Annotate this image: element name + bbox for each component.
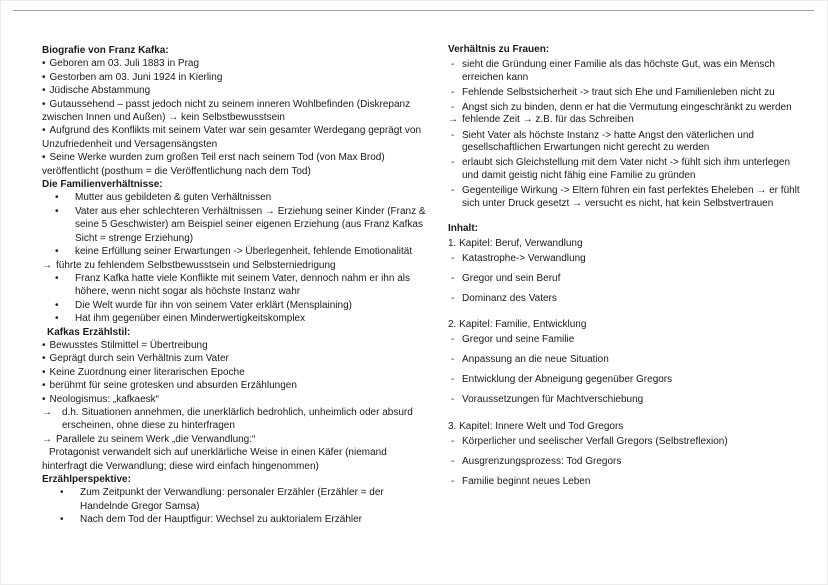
list-item [42,513,428,526]
list-item [42,366,428,379]
dash-marker: - [451,374,455,386]
list-item [42,486,428,513]
item-text: Entwicklung der Abneigung gegenüber Gregors [462,374,673,386]
section-heading: Inhalt: [448,222,478,234]
item-text: Geprägt durch sein Verhältnis zum Vater [49,353,229,365]
item-text: Vater aus eher schlechteren Verhältnissen → Erziehung seiner Kinder (Franz & seine 5 Geschwister) am Beispiel seiner eigenen Erziehung (aus Franz Kafkas Sicht = strenge Erziehung) [75,205,426,244]
list-item [42,84,428,97]
list-item [42,379,428,392]
list-item [42,433,428,446]
list-item [42,151,428,178]
item-text: Aufgrund des Konflikts mit seinem Vater war sein gesamter Werdegang geprägt von Unzufriedenheit und Versagensängsten [42,125,422,150]
bullet-marker: • [42,125,46,137]
dash-marker: - [451,157,455,169]
dash-marker: - [451,435,455,447]
list-item [42,205,428,245]
bullet-marker: • [60,514,64,526]
item-text: Anpassung an die neue Situation [462,354,609,366]
dash-marker: - [451,86,455,98]
paragraph: 2. Kapitel: Familie, Entwicklung [448,319,587,331]
dash-marker: - [451,354,455,366]
list-item [448,102,806,115]
list-item [448,436,806,449]
list-item [448,334,806,347]
item-text: erlaubt sich Gleichstellung mit dem Vater nicht -> fühlt sich ihm unterlegen und damit geistig nicht fähig eine Familie zu gründen [462,157,791,181]
item-text: Die Welt wurde für ihn von seinem Vater erklärt (Mensplaining) [75,299,352,311]
bullet-marker: • [42,353,46,365]
item-text: Nach dem Tod der Hauptfigur: Wechsel zu auktorialem Erzähler [80,514,362,526]
list-item [448,394,806,407]
list-item [448,293,806,306]
list-item [42,393,428,406]
list-item [448,476,806,489]
bullet-marker: • [60,487,64,499]
section-heading: Verhältnis zu Frauen: [448,44,550,55]
item-text: Parallele zu seinem Werk „die Verwandlung:“ [56,433,256,445]
list-item [42,191,428,204]
list-item [448,130,806,155]
item-text: Gregor und sein Beruf [462,272,561,284]
bullet-marker: • [55,205,59,217]
arrow-icon: → [42,259,52,271]
list-item [42,245,428,258]
item-text: Keine Zuordnung einer literarischen Epoche [49,366,245,378]
bullet-marker: • [42,380,46,392]
item-text: Körperlicher und seelischer Verfall Gregors (Selbstreflexion) [462,435,728,447]
spacer [448,213,806,223]
bullet-marker: • [42,98,46,110]
bullet-marker: • [42,366,46,378]
item-text: berühmt für seine grotesken und absurden Erzählungen [49,380,297,392]
dash-marker: - [451,129,455,141]
dash-marker: - [451,101,455,113]
item-text: fehlende Zeit → z.B. für das Schreiben [462,114,634,126]
item-text: Familie beginnt neues Leben [462,475,591,487]
section-heading: Erzählperspektive: [42,474,131,485]
dash-marker: - [451,272,455,284]
list-item [42,299,428,312]
list-item [448,59,806,84]
left-column [42,44,428,527]
list-item [448,374,806,387]
item-text: keine Erfüllung seiner Erwartungen -> Überlegenheit, fehlende Emotionalität [75,246,413,258]
dash-marker: - [451,252,455,264]
item-text: Dominanz des Vaters [462,293,557,304]
list-item [448,87,806,100]
list-item [42,259,428,272]
item-text: d.h. Situationen annehmen, die unerklärlich bedrohlich, unheimlich oder absurd erscheinen, ohne diese zu hinterfragen [62,406,413,432]
section-heading: Die Familienverhältnisse: [42,179,163,191]
item-text: Bewusstes Stilmittel = Übertreibung [49,339,208,351]
item-text: führte zu fehlendem Selbstbewusstsein und Selbsterniedrigung [56,259,336,271]
item-text: Katastrophe-> Verwandlung [462,252,586,264]
item-text: Fehlende Selbstsicherheit -> traut sich Ehe und Familienleben nicht zu [462,86,775,98]
dash-marker: - [451,394,455,406]
item-text: Neologismus: „kafkaesk“ [49,393,159,405]
item-text: Angst sich zu binden, denn er hat die Vermutung eingeschränkt zu werden [462,101,792,113]
item-text: Gestorben am 03. Juni 1924 in Kierling [49,71,223,83]
item-text: Gegenteilige Wirkung -> Eltern führen ein fast perfektes Eheleben → er fühlt sich unter Druck gesetzt → versucht es nicht, hat kein Selbstvertrauen [462,184,800,209]
item-text: Seine Werke wurden zum großen Teil erst nach seinem Tod (von Max Brod) veröffentlicht (posthum = die Veröffentlichung nach dem Tod) [42,152,385,177]
list-item [42,124,428,151]
item-text: sieht die Gründung einer Familie als das höchste Gut, was ein Mensch erreichen kann [462,59,775,83]
bullet-marker: • [42,71,46,83]
list-item [42,352,428,365]
header-divider [13,10,814,11]
list-item [42,57,428,70]
list-item [42,98,428,125]
right-column [448,44,806,527]
paragraph: 1. Kapitel: Beruf, Verwandlung [448,237,583,249]
item-text: Mutter aus gebildeten & guten Verhältnissen [75,192,272,204]
list-item [448,456,806,469]
dash-marker: - [451,334,455,346]
dash-marker: - [451,293,455,304]
bullet-marker: • [55,313,59,325]
bullet-marker: • [55,272,59,284]
list-item [42,272,428,299]
arrow-icon: → [42,433,52,445]
section-heading: Kafkas Erzählstil: [47,326,131,338]
item-text: Geboren am 03. Juli 1883 in Prag [49,58,200,70]
item-text: Zum Zeitpunkt der Verwandlung: personaler Erzähler (Erzähler = der Handelnde Gregor Samsa) [80,487,384,512]
arrow-icon: → [448,114,458,126]
item-text: Hat ihm gegenüber einen Minderwertigkeitskomplex [75,313,306,325]
dash-marker: - [451,59,455,71]
list-item [448,185,806,210]
list-item [448,354,806,367]
item-text: Ausgrenzungsprozess: Tod Gregors [462,455,622,467]
list-item [448,114,806,127]
bullet-marker: • [42,393,46,405]
list-item [42,406,428,433]
item-text: Voraussetzungen für Machtverschiebung [462,394,644,406]
paragraph: Protagonist verwandelt sich auf unerklärliche Weise in einen Käfer (niemand hinterfragt die Verwandlung; diese wird einfach hingenommen) [42,447,387,472]
item-text: Franz Kafka hatte viele Konflikte mit seinem Vater, dennoch nahm er ihn als höhere, wenn nicht sogar als höchste Instanz wahr [75,272,410,298]
dash-marker: - [451,455,455,467]
list-item [42,312,428,325]
section-heading: Biografie von Franz Kafka: [42,45,169,56]
paragraph: 3. Kapitel: Innere Welt und Tod Gregors [448,420,624,432]
item-text: Sieht Vater als höchste Instanz -> hatte Angst den väterlichen und gesellschaftlichen Erwartungen nicht gerecht zu werden [462,129,754,154]
bullet-marker: • [55,246,59,258]
bullet-marker: • [42,58,46,70]
bullet-marker: • [42,85,46,97]
content-columns [42,44,806,527]
list-item [448,253,806,266]
item-text: Gutaussehend – passt jedoch nicht zu seinem inneren Wohlbefinden (Diskrepanz zwischen Innen und Außen) → kein Selbstbewusstsein [42,98,411,124]
bullet-marker: • [55,299,59,311]
list-item [42,339,428,352]
bullet-marker: • [55,192,59,204]
dash-marker: - [451,475,455,487]
arrow-icon: → [42,406,52,418]
list-item [42,71,428,84]
dash-marker: - [451,184,455,196]
list-item [448,157,806,182]
list-item [448,273,806,286]
bullet-marker: • [42,339,46,351]
item-text: Gregor und seine Familie [462,334,575,346]
item-text: Jüdische Abstammung [49,85,151,97]
bullet-marker: • [42,152,46,164]
